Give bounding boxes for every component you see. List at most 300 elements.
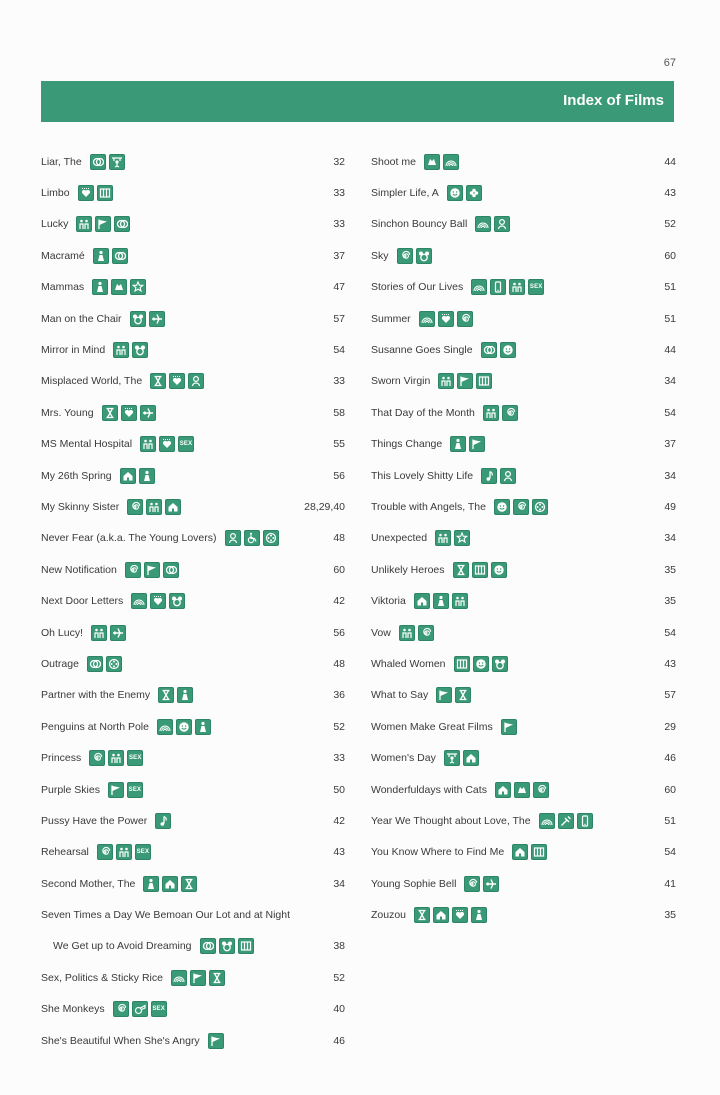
mouse-ears-icon [219,938,235,954]
category-icons [157,719,211,735]
airplane-icon [110,625,126,641]
mouse-ears-icon [130,311,146,327]
theatre-masks-icon [87,656,103,672]
film-title: Mrs. Young [41,406,94,419]
index-entry [371,805,676,836]
prison-icon [531,844,547,860]
category-icons [501,719,517,735]
page-reference: 37 [664,438,676,451]
film-title: She Monkeys [41,1003,105,1016]
theatre-masks-icon [90,154,106,170]
category-icons [435,530,470,546]
family-icon [509,279,525,295]
page-reference: 60 [664,249,676,262]
heart-box-icon [121,405,137,421]
film-title: Things Change [371,438,443,451]
film-title: Vow [371,626,391,639]
category-icons [200,938,254,954]
page-reference: 60 [664,783,676,796]
spiral-icon [418,625,434,641]
film-title: Princess [41,752,82,765]
film-title: She's Beautiful When She's Angry [41,1034,200,1047]
index-entry [41,397,345,428]
hourglass-icon [102,405,118,421]
category-icons [397,248,432,264]
wheelchair-icon [244,530,260,546]
spiral-icon [464,876,480,892]
elderly-icon [93,248,109,264]
category-icons [481,342,516,358]
category-icons [464,876,499,892]
film-title: Young Sophie Bell [371,877,457,890]
film-title: Misplaced World, The [41,375,143,388]
prison-icon [238,938,254,954]
film-title: Lucky [41,218,69,231]
house-icon [120,468,136,484]
family-icon [483,405,499,421]
mouse-ears-icon [132,342,148,358]
house-icon [495,782,511,798]
heart-box-icon [78,185,94,201]
film-title: Trouble with Angels, The [371,500,486,513]
sex-icon: SEX [528,279,544,295]
index-entry [41,648,345,679]
house-icon [165,499,181,515]
hourglass-icon [158,687,174,703]
hourglass-icon [150,373,166,389]
index-entry [371,585,676,616]
category-icons [419,311,473,327]
page-reference: 42 [333,814,345,827]
film-title: My 26th Spring [41,469,112,482]
rainbow-icon [443,154,459,170]
theatre-masks-icon [481,342,497,358]
category-icons [155,813,171,829]
category-icons [113,342,148,358]
index-entry [41,774,345,805]
flag-icon [108,782,124,798]
page-reference: 47 [333,281,345,294]
page-reference: 35 [664,595,676,608]
film-title: Liar, The [41,155,82,168]
index-entry [371,648,676,679]
section-header [41,81,674,122]
sex-icon: SEX [127,750,143,766]
film-title: My Skinny Sister [41,500,120,513]
index-entry [41,554,345,585]
family-icon [452,593,468,609]
flag-icon [436,687,452,703]
heart-box-icon [150,593,166,609]
category-icons [78,185,113,201]
category-icons [93,248,128,264]
film-reel-icon [263,530,279,546]
index-entry [41,209,345,240]
smiley-icon [491,562,507,578]
page-reference: 52 [664,218,676,231]
category-icons [140,436,194,452]
page-reference: 49 [664,500,676,513]
cat-icon [424,154,440,170]
house-icon [414,593,430,609]
woman-icon [188,373,204,389]
film-title: Susanne Goes Single [371,344,473,357]
category-icons [436,687,471,703]
index-entry [371,868,676,899]
category-icons [131,593,185,609]
film-title: Penguins at North Pole [41,720,149,733]
index-entry [41,962,345,993]
elderly-icon [450,436,466,452]
film-title: Purple Skies [41,783,100,796]
film-reel-icon [532,499,548,515]
page-reference: 35 [664,563,676,576]
index-entry [41,303,345,334]
rainbow-icon [475,216,491,232]
puppet-icon [109,154,125,170]
page-reference: 34 [664,469,676,482]
spiral-icon [457,311,473,327]
index-entry [41,460,345,491]
index-entry [41,177,345,208]
index-entry [41,837,345,868]
page-reference: 60 [333,563,345,576]
mouse-ears-icon [416,248,432,264]
sex-icon: SEX [151,1001,167,1017]
page-reference: 51 [664,312,676,325]
index-entry [41,931,345,962]
index-column-left [41,146,345,1056]
index-column-right [371,146,676,931]
tools-icon [558,813,574,829]
hourglass-icon [414,907,430,923]
index-entry [41,868,345,899]
prison-icon [476,373,492,389]
elderly-icon [143,876,159,892]
film-title: Zouzou [371,909,407,922]
music-note-icon [481,468,497,484]
category-icons [438,373,492,389]
index-entry [371,303,676,334]
hourglass-icon [455,687,471,703]
page-reference: 36 [333,689,345,702]
family-icon [76,216,92,232]
film-title: Next Door Letters [41,595,124,608]
index-entry [371,334,676,365]
page-number: 67 [663,57,676,69]
page-reference: 34 [664,375,676,388]
category-icons [414,907,487,923]
film-title: Mammas [41,281,85,294]
film-title: Rehearsal [41,846,89,859]
family-icon [399,625,415,641]
sex-icon: SEX [127,782,143,798]
page-reference: 56 [333,626,345,639]
category-icons [539,813,593,829]
page-reference: 34 [664,532,676,545]
film-title: This Lovely Shitty Life [371,469,474,482]
page-reference: 51 [664,814,676,827]
elderly-icon [177,687,193,703]
category-icons [481,468,516,484]
category-icons [453,562,507,578]
category-icons [87,656,122,672]
theatre-masks-icon [163,562,179,578]
whistle-icon [132,1001,148,1017]
elderly-icon [139,468,155,484]
index-entry [371,742,676,773]
index-entry [41,146,345,177]
film-title: Never Fear (a.k.a. The Young Lovers) [41,532,217,545]
film-title: You Know Where to Find Me [371,846,505,859]
house-icon [162,876,178,892]
index-entry [371,177,676,208]
index-entry [371,617,676,648]
film-title: Outrage [41,657,79,670]
smiley-icon [176,719,192,735]
spiral-icon [533,782,549,798]
page-reference: 46 [333,1034,345,1047]
smiley-icon [447,185,463,201]
category-icons [450,436,485,452]
category-icons [125,562,179,578]
index-entry [41,805,345,836]
star-child-icon [454,530,470,546]
theatre-masks-icon [114,216,130,232]
prison-icon [454,656,470,672]
rainbow-icon [419,311,435,327]
film-title: Second Mother, The [41,877,136,890]
heart-box-icon [452,907,468,923]
category-icons [92,279,146,295]
category-icons [76,216,130,232]
heart-box-icon [169,373,185,389]
index-entry [371,460,676,491]
theatre-masks-icon [200,938,216,954]
category-icons [102,405,156,421]
film-title: Unlikely Heroes [371,563,445,576]
page-reference: 44 [664,155,676,168]
page-reference: 56 [333,469,345,482]
index-entry [371,523,676,554]
index-entry [41,491,345,522]
mouse-ears-icon [492,656,508,672]
index-entry [371,397,676,428]
page-reference: 57 [333,312,345,325]
index-entry [41,742,345,773]
category-icons [89,750,143,766]
film-title: Limbo [41,187,70,200]
flag-icon [208,1033,224,1049]
film-title: We Get up to Avoid Dreaming [53,940,192,953]
flag-icon [95,216,111,232]
film-title: Partner with the Enemy [41,689,151,702]
page-reference: 33 [333,752,345,765]
puppet-icon [444,750,460,766]
film-title: Simpler Life, A [371,187,439,200]
index-entry [41,680,345,711]
spiral-icon [113,1001,129,1017]
index-entry [371,209,676,240]
page-reference: 40 [333,1003,345,1016]
index-entry [371,711,676,742]
cat-icon [111,279,127,295]
category-icons [447,185,482,201]
film-title: Sex, Politics & Sticky Rice [41,971,163,984]
smiley-icon [500,342,516,358]
film-title: Wonderfuldays with Cats [371,783,487,796]
page-reference: 44 [664,344,676,357]
phone-icon [490,279,506,295]
page-reference: 28,29,40 [304,500,345,513]
elderly-icon [433,593,449,609]
flag-icon [144,562,160,578]
hourglass-icon [181,876,197,892]
page-reference: 52 [333,971,345,984]
page-reference: 54 [333,344,345,357]
index-entry [41,585,345,616]
spiral-icon [502,405,518,421]
category-icons [150,373,204,389]
flower-icon [466,185,482,201]
film-title: Man on the Chair [41,312,122,325]
film-title: Pussy Have the Power [41,814,148,827]
house-icon [512,844,528,860]
film-title: Macramé [41,249,85,262]
family-icon [113,342,129,358]
elderly-icon [92,279,108,295]
index-entry [41,272,345,303]
house-icon [433,907,449,923]
star-child-icon [130,279,146,295]
category-icons [454,656,508,672]
category-icons [113,1001,167,1017]
family-icon [116,844,132,860]
film-title: Women's Day [371,752,436,765]
family-icon [108,750,124,766]
category-icons [494,499,548,515]
index-entry [371,837,676,868]
index-entry [41,240,345,271]
film-title: Stories of Our Lives [371,281,464,294]
page-reference: 33 [333,375,345,388]
flag-icon [457,373,473,389]
spiral-icon [125,562,141,578]
page-reference: 33 [333,218,345,231]
category-icons [444,750,479,766]
film-title: Summer [371,312,411,325]
elderly-icon [195,719,211,735]
page-reference: 33 [333,187,345,200]
prison-icon [472,562,488,578]
woman-icon [225,530,241,546]
index-entry [371,774,676,805]
hourglass-icon [453,562,469,578]
category-icons [208,1033,224,1049]
woman-icon [494,216,510,232]
index-entry [41,994,345,1025]
family-icon [435,530,451,546]
film-title: Shoot me [371,155,416,168]
page-reference: 32 [333,155,345,168]
film-title: Seven Times a Day We Bemoan Our Lot and at Night [41,909,291,922]
page-reference: 54 [664,846,676,859]
page-reference: 48 [333,657,345,670]
category-icons [414,593,468,609]
index-entry [371,899,676,930]
category-icons [495,782,549,798]
category-icons [130,311,165,327]
rainbow-icon [171,970,187,986]
film-title: Viktoria [371,595,406,608]
index-entry [371,491,676,522]
page-reference: 43 [664,657,676,670]
index-entry [371,429,676,460]
category-icons [90,154,125,170]
prison-icon [97,185,113,201]
heart-box-icon [438,311,454,327]
film-title: That Day of the Month [371,406,475,419]
theatre-masks-icon [112,248,128,264]
category-icons [471,279,544,295]
category-icons [143,876,197,892]
category-icons [120,468,155,484]
page-reference: 35 [664,909,676,922]
airplane-icon [140,405,156,421]
family-icon [438,373,454,389]
page-reference: 52 [333,720,345,733]
index-entry [41,1025,345,1056]
page-reference: 34 [333,877,345,890]
family-icon [140,436,156,452]
music-note-icon [155,813,171,829]
page-reference: 38 [333,940,345,953]
category-icons [127,499,181,515]
page-reference: 51 [664,281,676,294]
index-entry [41,899,345,930]
page-reference: 48 [333,532,345,545]
film-title: Sworn Virgin [371,375,431,388]
rainbow-icon [471,279,487,295]
film-title: MS Mental Hospital [41,438,133,451]
rainbow-icon [157,719,173,735]
category-icons [225,530,279,546]
index-entry [41,334,345,365]
page-reference: 43 [664,187,676,200]
index-entry [41,711,345,742]
index-entry [371,146,676,177]
sex-icon: SEX [178,436,194,452]
category-icons [475,216,510,232]
house-icon [463,750,479,766]
page-reference: 58 [333,406,345,419]
index-entry [371,366,676,397]
family-icon [146,499,162,515]
category-icons [158,687,193,703]
film-title: Sinchon Bouncy Ball [371,218,468,231]
smiley-icon [494,499,510,515]
elderly-icon [471,907,487,923]
film-title: Whaled Women [371,657,446,670]
page-reference: 37 [333,249,345,262]
film-title: Sky [371,249,389,262]
flag-icon [501,719,517,735]
woman-icon [500,468,516,484]
index-entry [41,429,345,460]
page-reference: 29 [664,720,676,733]
airplane-icon [149,311,165,327]
category-icons [97,844,151,860]
